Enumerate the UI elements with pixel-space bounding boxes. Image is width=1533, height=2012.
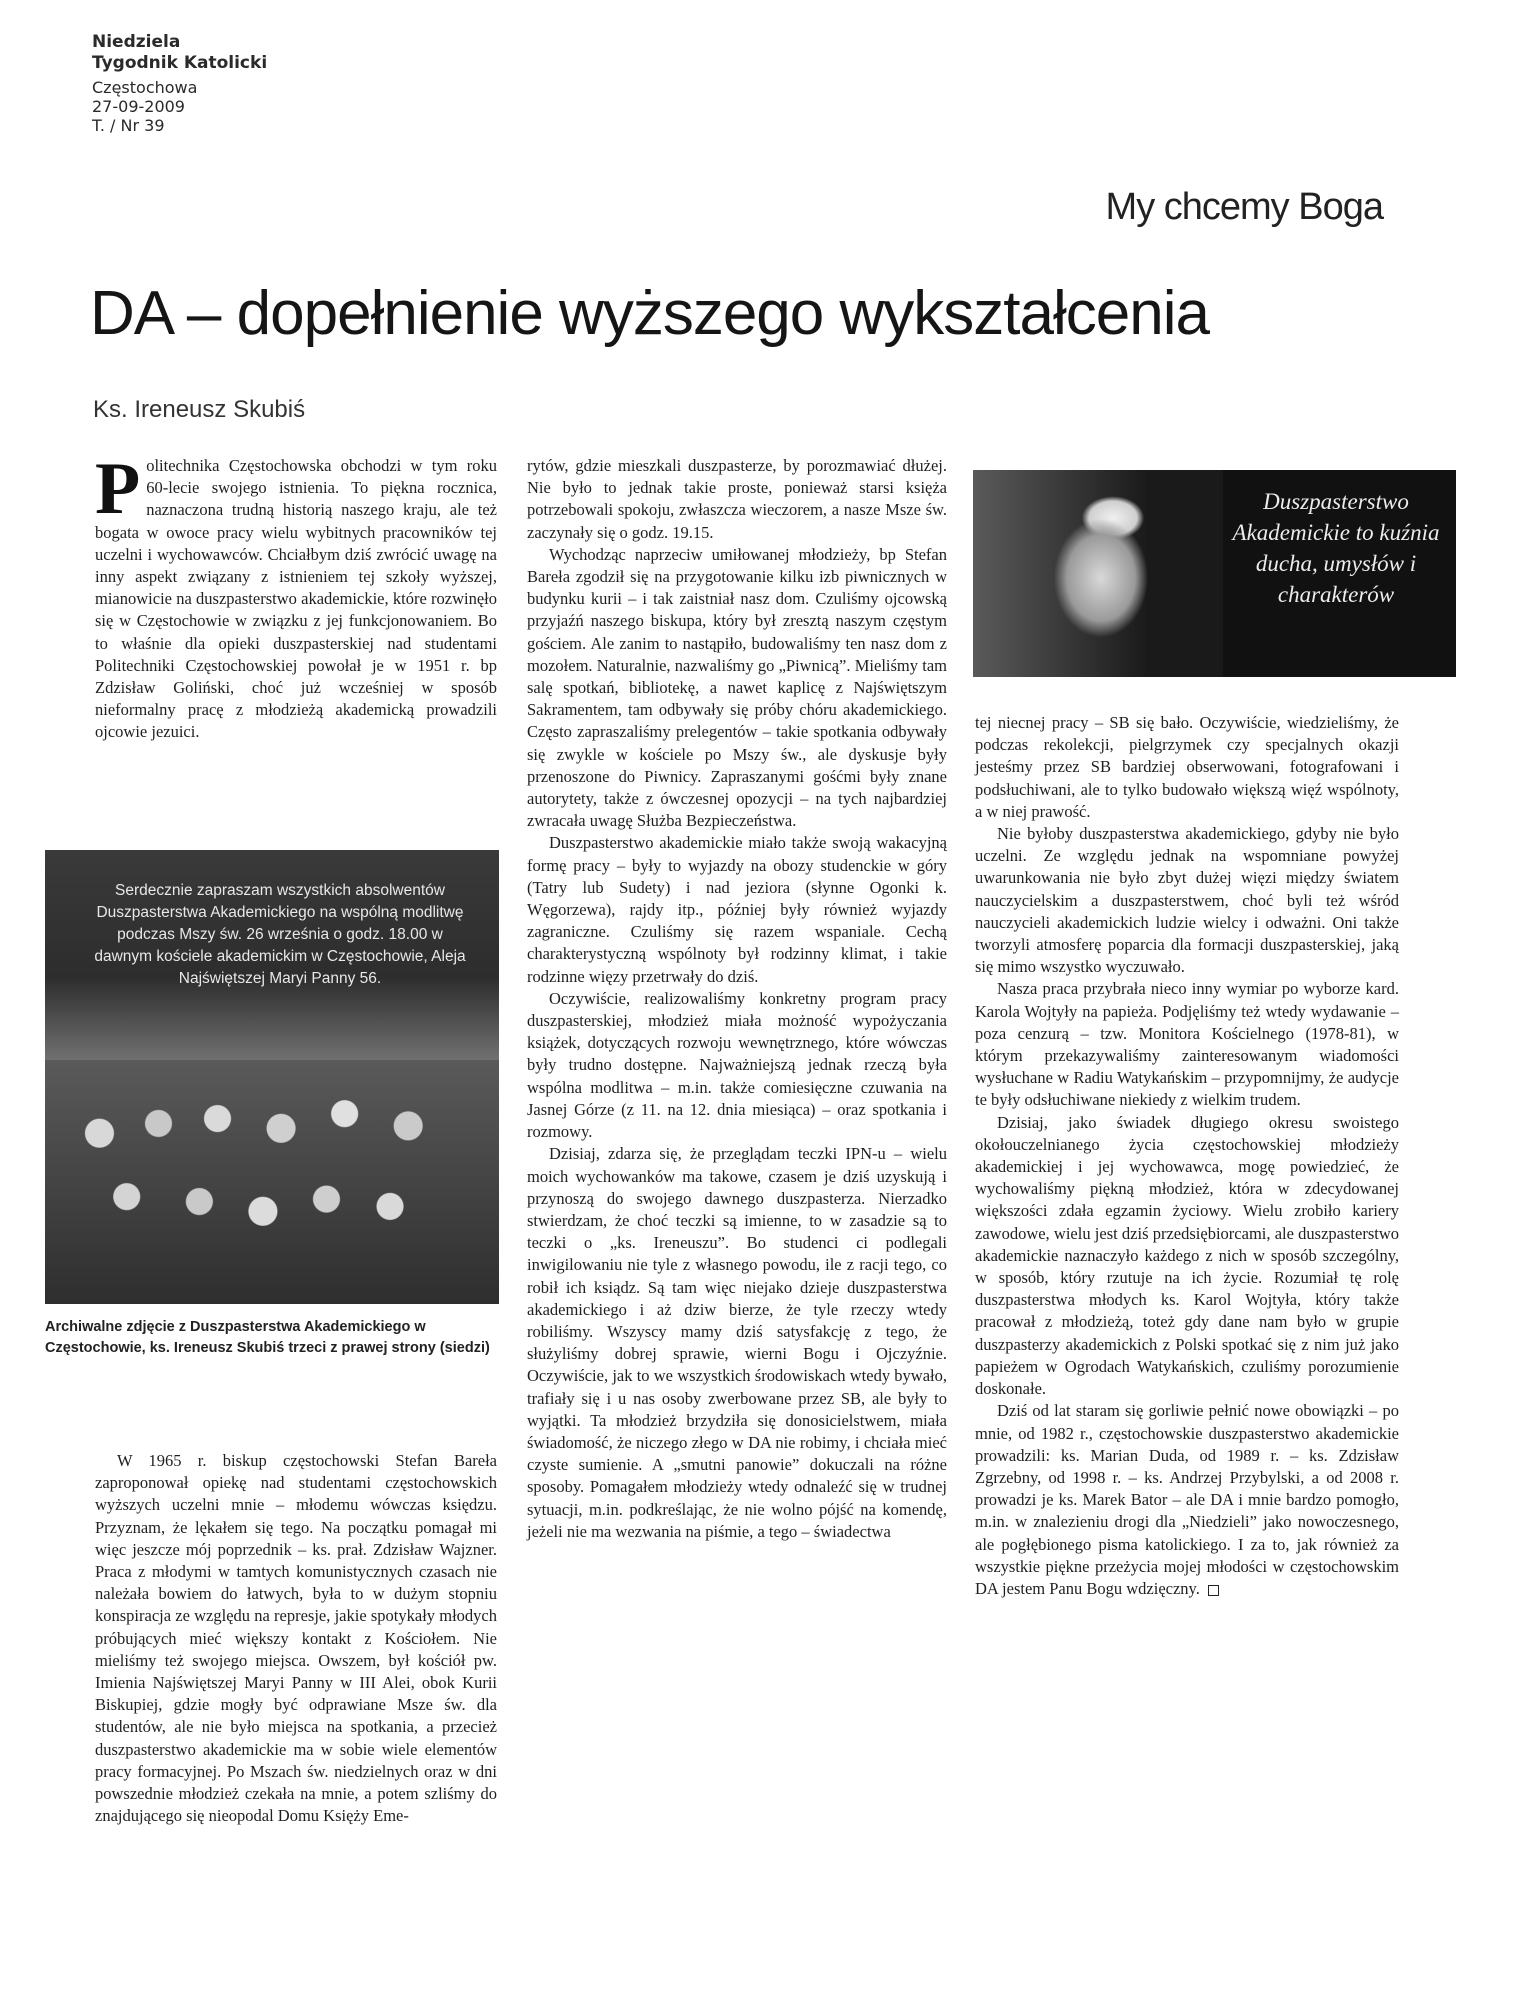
section-rubric: My chcemy Boga — [1105, 186, 1383, 228]
publication-header — [92, 32, 267, 135]
portrait-box — [973, 470, 1456, 677]
paragraph: Oczywiście, realizowaliśmy konkretny program pracy duszpasterskiej, młodzież miała możność wypożyczania książek, dotyczących rozwoju wewnętrznego, które wówczas były trudno dostępne. Najważniejszą jednak rzeczą była wspólna modlitwa – m.in. także comiesięczne czuwania na Jasnej Górze (z 11. na 12. dnia miesiąca) – oraz spotkania i rozmowy. — [527, 988, 947, 1142]
drop-cap: P — [95, 448, 141, 530]
paragraph: Nie byłoby duszpasterstwa akademickiego, gdyby nie było uczelni. Ze względu jednak na wspomniane powyżej uwarunkowania nie było zbyt dużej więzi między światem nauczycielskim a duszpasterstwem, choć byli też wśród nauczycieli akademickich ludzie wielcy i odważni. Oni także tworzyli atmosferę poparcia dla formacji duszpasterskiej, jaką się mimo wszystko wyczuwało. — [975, 824, 1399, 977]
publication-issue: T. / Nr 39 — [92, 116, 165, 135]
lead-paragraph — [95, 448, 497, 744]
lead-text: olitechnika Częstochowska obchodzi w tym roku 60-lecie swojego istnienia. To piękna rocznica, naznaczona trudną historią naszego kraju, ale też bogata w owoce pracy wielu wybitnych pracowników tej uczelni i wychowawców. Chciałbym dziś zwrócić uwagę na inny aspekt związany z istnieniem tej szkoły wyższej, mianowicie na duszpasterstwo akademickie, które rozwinęło się w Częstochowie w związku z jej funkcjonowaniem. Bo to właśnie dla opieki duszpasterskiej nad studentami Politechniki Częstochowskiej powołał je w 1951 r. bp Zdzisław Goliński, choć już wcześniej w sposób nieformalny pracę z młodzieżą akademicką prowadzili ojcowie jezuici. — [95, 456, 497, 742]
article-author: Ks. Ireneusz Skubiś — [93, 396, 306, 423]
paragraph: Nasza praca przybrała nieco inny wymiar po wyborze kard. Karola Wojtyły na papieża. Podjęliśmy też wtedy wydawanie – poza cenzurą – tzw. Monitora Kościelnego (1978-81), w którym przekazywaliśmy zainteresowanym wiadomości wysłuchane w Radiu Watykańskim – przypomnijmy, że audycje te były odsłuchiwane niekiedy z wielkim trudem. — [975, 979, 1399, 1110]
author-portrait — [973, 470, 1223, 677]
paragraph: W 1965 r. biskup częstochowski Stefan Bareła zaproponował opiekę nad studentami częstochowskich wyższych uczelni mnie – młodemu wówczas księdzu. Przyznam, że lękałem się tego. Na początku pomagał mi więc jeszcze mój poprzednik – ks. prał. Zdzisław Wajzner. Praca z młodymi w tamtych komunistycznych czasach nie należała bowiem do łatwych, była to w dużym stopniu konspiracja ze względu na represje, jakie spotykały młodych próbujących mieć większy kontakt z Kościołem. Nie mieliśmy też swojego miejsca. Owszem, był kościół pw. Imienia Najświętszej Maryi Panny w III Alei, obok Kurii Biskupiej, gdzie mogły być odprawiane Msze św. dla studentów, ale nie było miejsca na spotkania, a przecież duszpasterstwo akademickie ma w sobie wiele elementów pracy formacyjnej. Po Mszach św. niedzielnych oraz w dni powszednie młodzież czekała na mnie, a potem szliśmy do znajdującego się nieopodal Domu Księży Eme- — [95, 1451, 497, 1826]
photo-caption: Archiwalne zdjęcie z Duszpasterstwa Akademickiego w Częstochowie, ks. Ireneusz Skubiś trzeci z prawej strony (siedzi) — [45, 1319, 490, 1356]
publication-subtitle: Tygodnik Katolicki — [92, 53, 268, 73]
column-3 — [975, 712, 1399, 1600]
paragraph: Dzisiaj, jako świadek długiego okresu swoistego okołouczelnianego życia częstochowskiej młodzieży akademickiej i jej wychowawca, mogę powiedzieć, że wychowaliśmy piękną młodzież, która w zdecydowanej większości zdała egzamin życiowy. Wielu zrobiło kariery zawodowe, wielu jest dziś przedsiębiorcami, ale duszpasterstwo akademickie naznaczyło każdego z nich w sposób szczególny, w sposób, który rzutuje na ich życie. Rozumiał tę rolę duszpasterstwa młodych ks. Karol Wojtyła, który także pracował z młodzieżą, toteż gdy dane nam było w grupie duszpasterzy akademickich z Polski spotkać się z nim już jako papieżem w Ogrodach Watykańskich, czuliśmy porozumienie doskonałe. — [975, 1112, 1399, 1399]
column-2 — [527, 455, 947, 1543]
paragraph: Dzisiaj, zdarza się, że przeglądam teczki IPN-u – wielu moich wychowanków ma takowe, czasem je dziś uzyskują i przynoszą do swojego dawnego duszpasterza. Nierzadko stwierdzam, że choć teczki są imienne, to w zasadzie są to teczki o „ks. Ireneuszu”. Bo studenci ci podlegali inwigilowaniu nie tyle z własnego powodu, ile z racji tego, co robił ich ksiądz. Są tam więc niejako dzieje duszpasterstwa akademickiego i aż dziw bierze, że tyle rzeczy wtedy robiliśmy. Wszyscy mamy dziś satysfakcję z tego, że służyliśmy dobrej sprawie, wierni Bogu i Ojczyźnie. Oczywiście, jak to we wszystkich środowiskach wtedy bywało, trafiały się i u nas osoby zwerbowane przez SB, ale były to wyjątki. Ta młodzież brzydziła się donosicielstwem, miała świadomość, że niczego złego w DA nie robimy, i chciała mieć czyste sumienie. A „smutni panowie” dokuczali na różne sposoby. Pomagałem młodzieży wtedy odnaleźć się w trudnej sytuacji, m.in. podkreślając, że nie wolno pójść na komendę, jeżeli nie ma wezwania na piśmie, a tego – świadectwa — [527, 1144, 947, 1541]
archive-photo — [45, 850, 499, 1304]
paragraph — [975, 1400, 1399, 1600]
publication-name: Niedziela — [92, 32, 181, 52]
paragraph: Wychodząc naprzeciw umiłowanej młodzieży, bp Stefan Bareła zgodził się na przygotowanie kilku izb piwnicznych w budynku kurii – i tak zaistniał nasz dom. Czuliśmy ojcowską przyjaźń naszego biskupa, który był zresztą naszym częstym gościem. Ale zanim to nastąpiło, budowaliśmy ten nasz dom z mozołem. Naturalnie, nazwaliśmy go „Piwnicą”. Mieliśmy tam salę spotkań, bibliotekę, a nawet kaplicę z Najświętszym Sakramentem, tam odbywały się próby chóru akademickiego. Często zapraszaliśmy prelegentów – takie spotkania odbywały się zwykle w kościele po Mszy św., ale dyskusje były przenoszone do Piwnicy. Zapraszanymi gośćmi były znane autorytety, także z ówczesnej opozycji – na tych najbardziej zwracała uwagę Służba Bezpieczeństwa. — [527, 544, 947, 831]
publication-date: 27-09-2009 — [92, 97, 185, 116]
article-headline: DA – dopełnienie wyższego wykształcenia — [90, 279, 1209, 348]
group-photo-image — [45, 1060, 499, 1304]
paragraph-text: Dziś od lat staram się gorliwie pełnić nowe obowiązki – po mnie, od 1982 r., częstochowskie duszpasterstwo akademickie prowadzili: ks. Marian Duda, od 1989 r. – ks. Zdzisław Zgrzebny, od 1998 r. – ks. Andrzej Przybylski, a od 2008 r. prowadzi je ks. Marek Bator – ale DA i mnie bardzo pomogło, m.in. w znalezieniu drogi dla „Niedzieli” jako nowoczesnego, ale pogłębionego pisma katolickiego. I za to, jak również za wszystkie piękne przeżycia mojej młodości w częstochowskim DA jestem Panu Bogu wdzięczny. — [975, 1401, 1399, 1598]
paragraph: rytów, gdzie mieszkali duszpasterze, by porozmawiać dłużej. Nie było to jednak takie proste, ponieważ starsi księża potrzebowali spokoju, zwłaszcza wieczorem, a nasze Msze św. zaczynały się o godz. 19.15. — [527, 456, 947, 542]
invitation-text: Serdecznie zapraszam wszystkich absolwentów Duszpasterstwa Akademickiego na wspólną modlitwę podczas Mszy św. 26 września o godz. 18.00 w dawnym kościele akademickim w Częstochowie, Aleja Najświętszej Maryi Panny 56. — [94, 882, 466, 987]
column-1-bottom — [95, 1450, 497, 1827]
paragraph: tej niecnej pracy – SB się bało. Oczywiście, wiedzieliśmy, że podczas rekolekcji, pielgrzymek czy specjalnych okazji jesteśmy przez SB bardziej obserwowani, fotografowani i podsłuchiwani, ale to tylko budowało większą więź wspólnoty, a w niej prawość. — [975, 713, 1399, 821]
paragraph: Duszpasterstwo akademickie miało także swoją wakacyjną formę pracy – były to wyjazdy na obozy studenckie w góry (Tatry lub Sudety) i nad jeziora (słynne Ogonki k. Węgorzewa), rajdy itp., później były również wyjazdy zagraniczne. Czuliśmy się razem wspaniale. Cechą charakterystyczną wspólnoty był rodzinny klimat, i takie rodzinne więzy przetrwały do dziś. — [527, 833, 947, 986]
publication-city: Częstochowa — [92, 78, 198, 97]
end-mark-icon — [1208, 1585, 1219, 1596]
pull-quote: Duszpasterstwo Akademickie to kuźnia ducha, umysłów i charakterów — [1232, 489, 1440, 607]
column-1-top — [95, 448, 497, 744]
